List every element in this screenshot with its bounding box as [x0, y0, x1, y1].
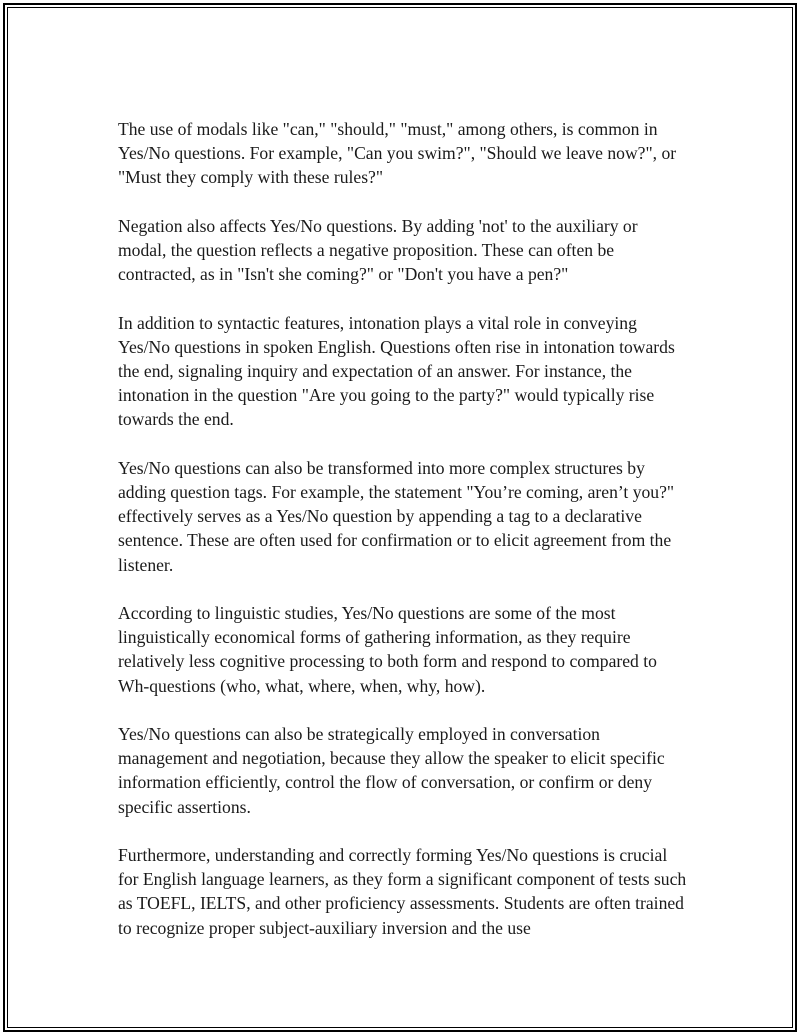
paragraph-linguistic-studies: According to linguistic studies, Yes/No questions are some of the most linguistically economical forms of gathering information, as they require relatively less cognitive processing to both form and respond to compared to Wh-questions (who, what, where, when, why, how).: [118, 603, 657, 696]
document-body: [118, 117, 690, 964]
paragraph-language-learners: Furthermore, understanding and correctly forming Yes/No questions is crucial for English language learners, as they form a significant component of tests such as TOEFL, IELTS, and other proficiency assessments. Students are often trained to recognize proper subject-auxiliary inversion and the use: [118, 845, 687, 938]
paragraph-negation: Negation also affects Yes/No questions. By adding 'not' to the auxiliary or modal, the question reflects a negative proposition. These can often be contracted, as in "Isn't she coming?" or "Don't you have a pen?": [118, 215, 638, 285]
paragraph-question-tags: Yes/No questions can also be transformed into more complex structures by adding question tags. For example, the statement "You’re coming, aren’t you?" effectively serves as a Yes/No question by appending a tag to a declarative sentence. These are often used for confirmation or to elicit agreement from the listener.: [118, 457, 675, 575]
paragraph-modals: The use of modals like "can," "should," "must," among others, is common in Yes/No questions. For example, "Can you swim?", "Should we leave now?", or "Must they comply with these rules?": [118, 119, 677, 188]
paragraph-intonation: In addition to syntactic features, intonation plays a vital role in conveying Yes/No questions in spoken English. Questions often rise in intonation towards the end, signaling inquiry and expectation of an answer. For instance, the intonation in the question "Are you going to the party?" would typically rise towards the end.: [118, 312, 675, 430]
paragraph-conversation-management: Yes/No questions can also be strategically employed in conversation management and negotiation, because they allow the speaker to elicit specific information efficiently, control the flow of conversation, or confirm or deny specific assertions.: [118, 724, 665, 817]
